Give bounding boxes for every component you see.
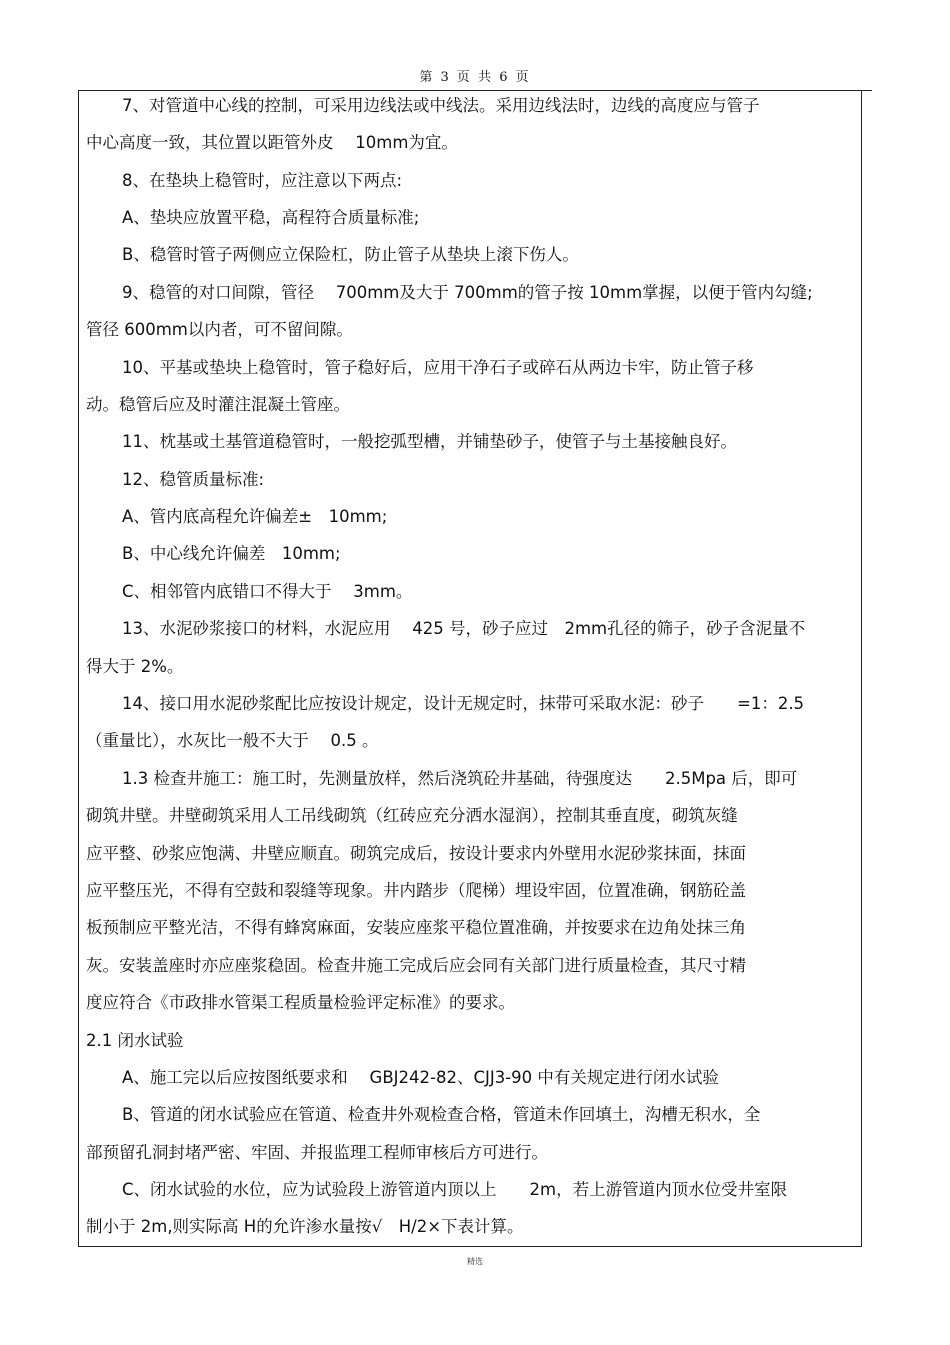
text-line: 应平整、砂浆应饱满、井壁应顺直。砌筑完成后，按设计要求内外壁用水泥砂浆抹面，抹面	[86, 844, 746, 863]
text-line: 部预留孔洞封堵严密、牢固、并报监理工程师审核后方可进行。	[86, 1143, 548, 1162]
text-line: B、管道的闭水试验应在管道、检查井外观检查合格，管道未作回填土，沟槽无积水，全	[122, 1105, 761, 1124]
text-line: 10、平基或垫块上稳管时，管子稳好后，应用干净石子或碎石从两边卡牢，防止管子移	[122, 358, 754, 377]
text-line: 1.3 检查井施工：施工时，先测量放样，然后浇筑砼井基础，待强度达 2.5Mpa 后，即可	[122, 769, 798, 788]
text-line: 中心高度一致，其位置以距管外皮 10mm为宜。	[86, 133, 458, 152]
text-line: 制小于 2m,则实际高 H的允许渗水量按√ H/2×下表计算。	[86, 1217, 524, 1236]
section-heading: 2.1 闭水试验	[86, 1031, 184, 1050]
text-line: 14、接口用水泥砂浆配比应按设计规定，设计无规定时，抹带可采取水泥：砂子 =1：2.5	[122, 694, 805, 713]
text-line: C、相邻管内底错口不得大于 3mm。	[122, 582, 413, 601]
text-line: 8、在垫块上稳管时，应注意以下两点:	[122, 171, 403, 190]
text-line: B、中心线允许偏差 10mm;	[122, 544, 341, 563]
text-line: 11、枕基或土基管道稳管时，一般挖弧型槽，并铺垫砂子，使管子与土基接触良好。	[122, 432, 737, 451]
text-line: 得大于 2%。	[86, 657, 184, 676]
text-line: A、垫块应放置平稳，高程符合质量标准;	[122, 208, 420, 227]
text-line: A、施工完以后应按图纸要求和 GBJ242-82、CJJ3-90 中有关规定进行闭水试验	[122, 1068, 719, 1087]
text-line: 管径 600mm以内者，可不留间隙。	[86, 320, 353, 339]
text-line: A、管内底高程允许偏差± 10mm;	[122, 507, 388, 526]
text-line: 13、水泥砂浆接口的材料，水泥应用 425 号，砂子应过 2mm孔径的筛子，砂子含泥量不	[122, 619, 806, 638]
text-line: 9、稳管的对口间隙，管径 700mm及大于 700mm的管子按 10mm掌握，以便于管内勾缝;	[122, 283, 813, 302]
footer-label: 精选	[467, 1257, 483, 1266]
text-line: 12、稳管质量标准:	[122, 470, 265, 489]
text-line: C、闭水试验的水位，应为试验段上游管道内顶以上 2m，若上游管道内顶水位受井室限	[122, 1180, 788, 1199]
page-indicator: 第 3 页 共 6 页	[419, 70, 531, 85]
text-line: 动。稳管后应及时灌注混凝土管座。	[86, 395, 350, 414]
text-line: 灰。安装盖座时亦应座浆稳固。检查井施工完成后应会同有关部门进行质量检查，其尺寸精	[86, 956, 746, 975]
text-line: （重量比），水灰比一般不大于 0.5 。	[86, 731, 379, 750]
text-line: 应平整压光，不得有空鼓和裂缝等现象。井内踏步（爬梯）埋设牢固，位置准确，钢筋砼盖	[86, 881, 746, 900]
text-line: 7、对管道中心线的控制，可采用边线法或中线法。采用边线法时，边线的高度应与管子	[122, 96, 760, 115]
text-line: 砌筑井壁。井壁砌筑采用人工吊线砌筑（红砖应充分洒水湿润），控制其垂直度，砌筑灰缝	[86, 806, 738, 825]
text-line: 度应符合《市政排水管渠工程质量检验评定标准》的要求。	[86, 993, 515, 1012]
text-line: 板预制应平整光洁，不得有蜂窝麻面，安装应座浆平稳位置准确，并按要求在边角处抹三角	[86, 918, 746, 937]
text-line: B、稳管时管子两侧应立保险杠，防止管子从垫块上滚下伤人。	[122, 245, 579, 264]
